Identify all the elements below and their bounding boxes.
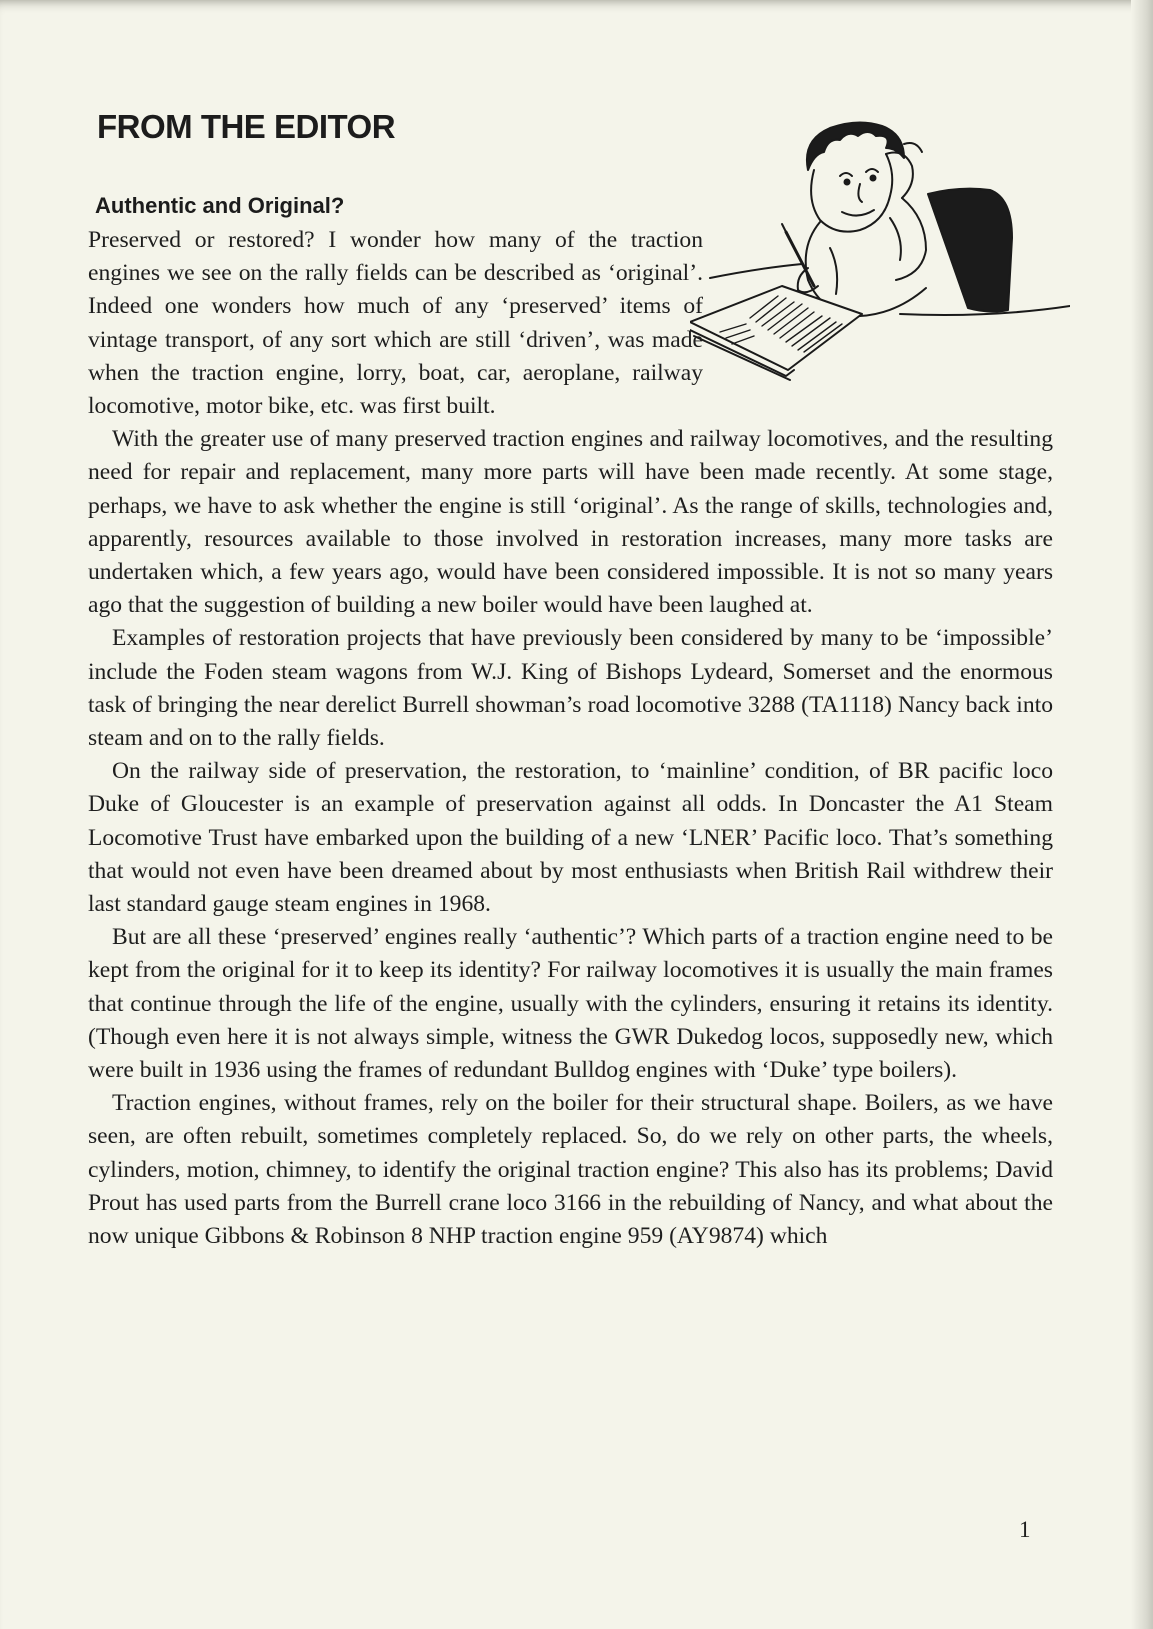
paragraph: But are all these ‘preserved’ engines really ‘authentic’? Which parts of a traction engine need to be kept from the original for it to keep its identity? For railway locomotives it is usually the main frames that continue through the life of the engine, usually with the cylinders, ensuring it retains its identity. (Though even here it is not always simple, witness the GWR Dukedog locos, supposedly new, which were built in 1936 using the frames of redundant Bulldog engines with ‘Duke’ type boilers). [88, 924, 1053, 1084]
article-body [88, 224, 1053, 1253]
section-subheading: Authentic and Original? [95, 193, 345, 218]
page-edge [1131, 0, 1153, 1629]
paragraph: With the greater use of many preserved traction engines and railway locomotives, and the resulting need for repair and replacement, many more parts will have been made recently. At some stage, perhaps, we have to ask whether the engine is still ‘original’. As the range of skills, technologies and, apparently, resources available to those involved in restoration increases, many more tasks are undertaken which, a few years ago, would have been considered impossible. It is not so many years ago that the suggestion of building a new boiler would have been laughed at. [88, 426, 1053, 619]
illustration-wrap [703, 224, 1053, 390]
paragraph: Traction engines, without frames, rely on the boiler for their structural shape. Boilers, as we have seen, are often rebuilt, sometimes completely replaced. So, do we rely on other parts, the wheels, cylinders, motion, chimney, to identify the original traction engine? This also has its problems; David Prout has used parts from the Burrell crane loco 3166 in the rebuilding of Nancy, and what about the now unique Gibbons & Robinson 8 NHP traction engine 959 (AY9874) which [88, 1090, 1053, 1250]
page-number: 1 [1019, 1517, 1031, 1542]
paragraph: Preserved or restored? I wonder how many of the traction engines we see on the rally fields can be described as ‘original’. Indeed one wonders how much of any ‘preserved’ items of vintage transport, of any sort which are still ‘driven’, was made when the traction engine, lorry, boat, car, aeroplane, railway locomotive, motor bike, etc. was first built. [88, 227, 703, 420]
page-title: FROM THE EDITOR [97, 108, 396, 145]
paragraph: Examples of restoration projects that have previously been considered by many to be ‘impossible’ include the Foden steam wagons from W.J. King of Bishops Lydeard, Somerset and the enormous task of bringing the near derelict Burrell showman’s road locomotive 3288 (TA1118) Nancy back into steam and on to the rally fields. [88, 625, 1053, 752]
paragraph: On the railway side of preservation, the restoration, to ‘mainline’ condition, of BR pacific loco Duke of Gloucester is an example of preservation against all odds. In Doncaster the A1 Steam Locomotive Trust have embarked upon the building of a new ‘LNER’ Pacific loco. That’s something that would not even have been dreamed about by most enthusiasts when British Rail withdrew their last standard gauge steam engines in 1968. [88, 758, 1053, 918]
